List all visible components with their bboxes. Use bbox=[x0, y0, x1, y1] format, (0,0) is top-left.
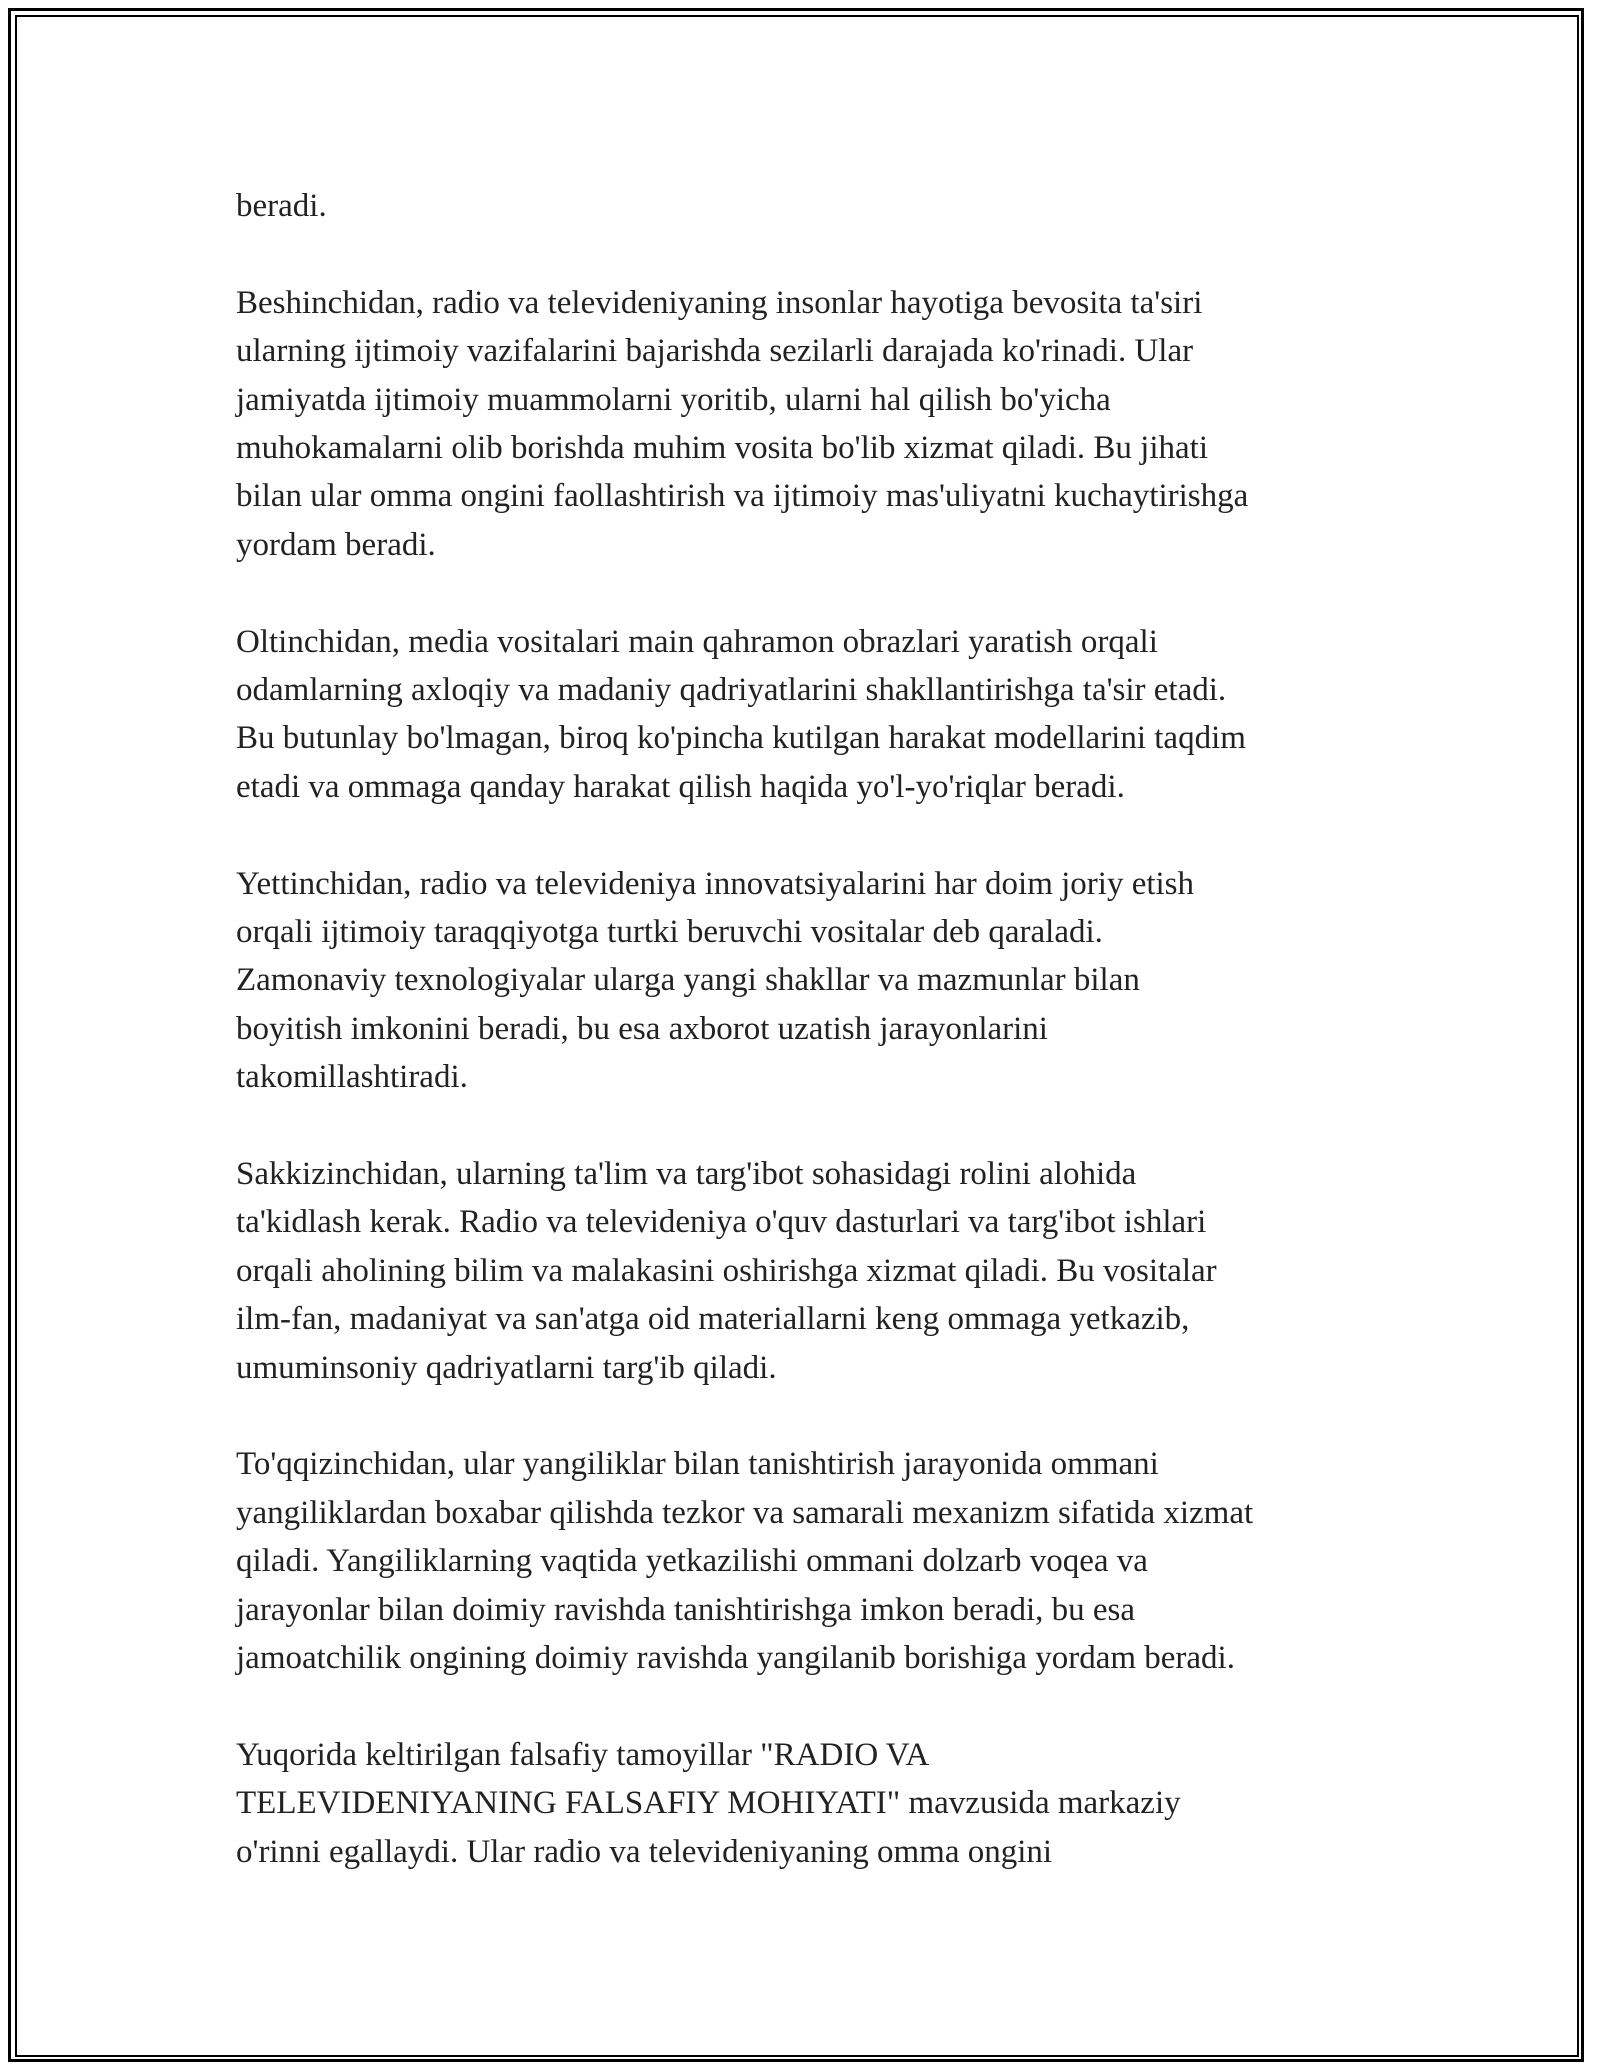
text-line: odamlarning axloqiy va madaniy qadriyatlarini shakllantirishga ta'sir etadi. bbox=[236, 672, 1227, 709]
text-line: bilan ular omma ongini faollashtirish va ijtimoiy mas'uliyatni kuchaytirishga bbox=[236, 478, 1249, 515]
text-line: qiladi. Yangiliklarning vaqtida yetkazilishi ommani dolzarb voqea va bbox=[236, 1543, 1148, 1580]
paragraph bbox=[236, 1150, 1376, 1392]
text-line: jamoatchilik ongining doimiy ravishda yangilanib borishiga yordam beradi. bbox=[236, 1640, 1235, 1677]
text-line: beradi. bbox=[236, 188, 327, 224]
text-line: Oltinchidan, media vositalari main qahramon obrazlari yaratish orqali bbox=[236, 623, 1158, 660]
paragraph bbox=[236, 1440, 1376, 1682]
text-line: Zamonaviy texnologiyalar ularga yangi shakllar va mazmunlar bilan bbox=[236, 962, 1140, 999]
paragraph bbox=[236, 860, 1376, 1102]
text-line: o'rinni egallaydi. Ular radio va televideniyaning omma ongini bbox=[236, 1833, 1053, 1870]
text-line: ilm-fan, madaniyat va san'atga oid materiallarni keng ommaga yetkazib, bbox=[236, 1301, 1190, 1338]
text-line: boyitish imkonini beradi, bu esa axborot uzatish jarayonlarini bbox=[236, 1010, 1048, 1047]
text-line: Bu butunlay bo'lmagan, biroq ko'pincha kutilgan harakat modellarini taqdim bbox=[236, 720, 1246, 757]
text-line: Sakkizinchidan, ularning ta'lim va targ'ibot sohasidagi rolini alohida bbox=[236, 1156, 1137, 1193]
text-line: takomillashtiradi. bbox=[236, 1059, 468, 1096]
text-line: orqali aholining bilim va malakasini oshirishga xizmat qiladi. Bu vositalar bbox=[236, 1252, 1217, 1289]
text-line: etadi va ommaga qanday harakat qilish haqida yo'l-yo'riqlar beradi. bbox=[236, 768, 1125, 805]
paragraph bbox=[236, 182, 1376, 230]
text-line: jamiyatda ijtimoiy muammolarni yoritib, ularni hal qilish bo'yicha bbox=[236, 381, 1111, 418]
text-line: yordam beradi. bbox=[236, 526, 436, 563]
text-line: muhokamalarni olib borishda muhim vosita bo'lib xizmat qiladi. Bu jihati bbox=[236, 430, 1208, 467]
text-line: Beshinchidan, radio va televideniyaning insonlar hayotiga bevosita ta'siri bbox=[236, 284, 1203, 321]
paragraph bbox=[236, 618, 1376, 812]
text-line: Yuqorida keltirilgan falsafiy tamoyillar "RADIO VA bbox=[236, 1736, 930, 1773]
document-body bbox=[236, 182, 1376, 1925]
paragraph bbox=[236, 1731, 1376, 1876]
text-line: Yettinchidan, radio va televideniya innovatsiyalarini har doim joriy etish bbox=[236, 865, 1195, 902]
paragraph bbox=[236, 279, 1376, 569]
text-line: yangiliklardan boxabar qilishda tezkor va samarali mexanizm sifatida xizmat bbox=[236, 1494, 1254, 1531]
text-line: jarayonlar bilan doimiy ravishda tanishtirishga imkon beradi, bu esa bbox=[236, 1591, 1136, 1628]
text-line: TELEVIDENIYANING FALSAFIY MOHIYATI" mavzusida markaziy bbox=[236, 1785, 1181, 1822]
text-line: umuminsoniy qadriyatlarni targ'ib qiladi. bbox=[236, 1349, 777, 1386]
text-line: orqali ijtimoiy taraqqiyotga turtki beruvchi vositalar deb qaraladi. bbox=[236, 914, 1103, 951]
text-line: ularning ijtimoiy vazifalarini bajarishda sezilarli darajada ko'rinadi. Ular bbox=[236, 333, 1194, 370]
text-line: ta'kidlash kerak. Radio va televideniya o'quv dasturlari va targ'ibot ishlari bbox=[236, 1204, 1207, 1241]
text-line: To'qqizinchidan, ular yangiliklar bilan tanishtirish jarayonida ommani bbox=[236, 1446, 1159, 1483]
